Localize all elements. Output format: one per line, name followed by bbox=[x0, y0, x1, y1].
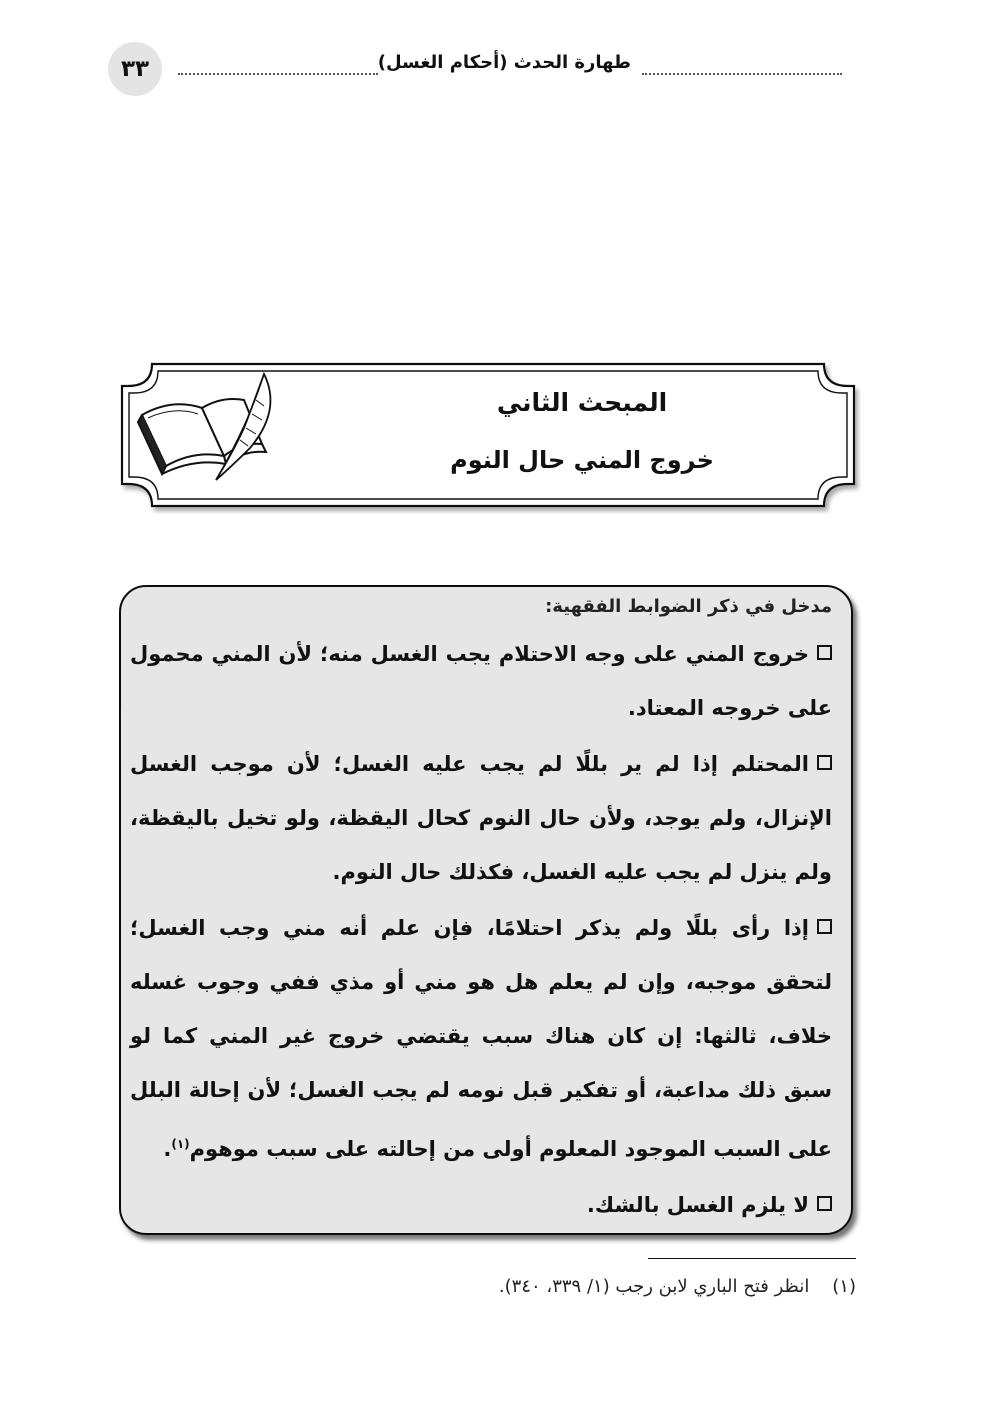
footnote bbox=[499, 1276, 856, 1297]
rule-item bbox=[130, 1178, 832, 1232]
checkbox-icon bbox=[817, 919, 832, 934]
rule-end: . bbox=[163, 1137, 172, 1161]
rule-text: خروج المني على وجه الاحتلام يجب الغسل منه؛ لأن المني محمول على خروجه المعتاد. bbox=[130, 642, 832, 720]
header-dots-left bbox=[178, 73, 378, 75]
footnote-reference[interactable]: (١) bbox=[171, 1137, 190, 1151]
rule-text: المحتلم إذا لم ير بللًا لم يجب عليه الغسل؛ لأن موجب الغسل الإنزال، ولم يوجد، ولأن حال النوم كحال اليقظة، ولو تخيل باليقظة، ولم ينزل لم يجب عليه الغسل، فكذلك حال النوم. bbox=[130, 752, 832, 884]
chapter-banner bbox=[112, 358, 864, 514]
header-dots-right bbox=[642, 73, 842, 75]
footnote-text: انظر فتح الباري لابن رجب (١/ ٣٣٩، ٣٤٠). bbox=[498, 1276, 810, 1297]
checkbox-icon bbox=[817, 1196, 832, 1211]
rules-title: مدخل في ذكر الضوابط الفقهية: bbox=[545, 596, 832, 617]
checkbox-icon bbox=[817, 645, 832, 660]
rule-text: لا يلزم الغسل بالشك. bbox=[586, 1193, 809, 1217]
rules-content bbox=[130, 596, 832, 1234]
rule-item bbox=[130, 901, 832, 1176]
book-quill-icon bbox=[132, 370, 282, 488]
chapter-subheading: خروج المني حال النوم bbox=[450, 446, 714, 474]
checkbox-icon bbox=[817, 755, 832, 770]
chapter-heading: المبحث الثاني bbox=[496, 388, 668, 417]
rules-box bbox=[116, 584, 862, 1244]
footnote-separator bbox=[648, 1258, 856, 1259]
footnote-number: (١) bbox=[832, 1276, 856, 1297]
running-title: طهارة الحدث (أحكام الغسل) bbox=[372, 52, 637, 73]
running-header bbox=[178, 52, 842, 88]
rule-item bbox=[130, 627, 832, 735]
page-number: ٣٣ bbox=[108, 42, 162, 96]
rule-text: إذا رأى بللًا ولم يذكر احتلامًا، فإن علم أنه مني وجب الغسل؛ لتحقق موجبه، وإن لم يعلم هل هو مني أو مذي ففي وجوب غسله خلاف، ثالثها: إن كان هناك سبب يقتضي خروج غير المني كما لو سبق ذلك مداعبة، أو تفكير قبل نومه لم يجب الغسل؛ لأن إحالة البلل على السبب الموجود المعلوم أولى من إحالته على سبب موهوم bbox=[130, 916, 832, 1161]
rule-item bbox=[130, 737, 832, 899]
